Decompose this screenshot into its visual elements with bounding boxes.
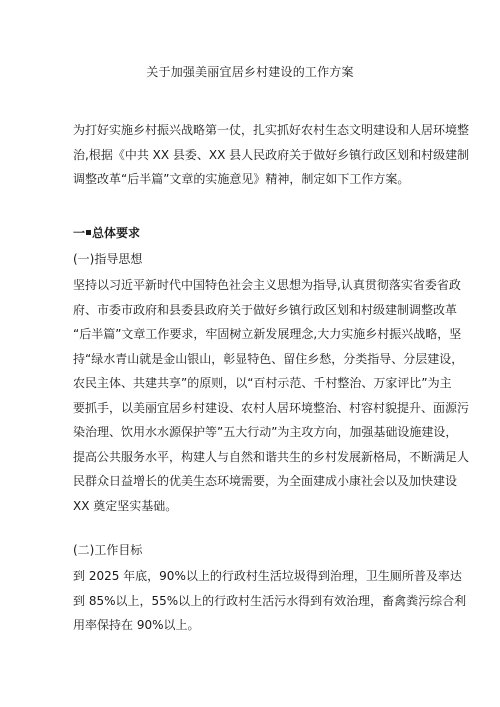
paragraph-line: 农民主体、共建共享”的原则，以“百村示范、千村整治、万家评比”为主 <box>73 376 452 390</box>
guiding-thought-paragraph <box>73 273 470 518</box>
paragraph-line: 坚持以习近平新时代中国特色社会主义思想为指导,认真贯彻落实省委省政 <box>73 278 461 292</box>
work-goal-paragraph <box>73 564 467 638</box>
bullet-marker-icon <box>86 230 91 235</box>
paragraph-line: 用率保持在 90%以上。 <box>73 618 200 632</box>
subsection-title-text: (一)指导思想 <box>73 252 143 266</box>
section-heading <box>73 225 140 241</box>
paragraph-line: 提高公共服务水平，构建人与自然和谐共生的乡村发展新格局，不断满足人 <box>73 449 470 464</box>
subsection-title <box>73 247 443 272</box>
paragraph-line: “后半篇”文章工作要求，牢固树立新发展理念,大力实施乡村振兴战略，坚 <box>73 327 462 341</box>
paragraph-line: 要抓手，以美丽宜居乡村建设、农村人居环境整治、村容村貌提升、面源污 <box>73 400 470 415</box>
subsection-title-text: (二)工作目标 <box>73 543 143 557</box>
intro-line: 治,根据《中共 XX 县委、XX 县人民政府关于做好乡镇行政区划和村级建制 <box>73 147 470 162</box>
paragraph-line: 到 85%以上，55%以上的行政村生活污水得到有效治理，畜禽粪污综合利 <box>73 593 467 608</box>
document-title: 关于加强美丽宜居乡村建设的工作方案 <box>146 65 354 79</box>
paragraph-line: XX 奠定坚实基础。 <box>73 498 178 513</box>
section-label: 总体要求 <box>92 226 141 240</box>
intro-line: 为打好实施乡村振兴战略第一仗，扎实抓好农村生态文明建设和人居环境整 <box>73 123 470 137</box>
subsection-title <box>73 538 443 563</box>
paragraph-line: 染治理、饮用水水源保护等”五大行动”为主攻方向，加强基础设施建设， <box>73 425 458 439</box>
intro-line: 调整改革“后半篇”文章的实施意见》精神，制定如下工作方案。 <box>73 172 410 186</box>
paragraph-line: 到 2025 年底，90%以上的行政村生活垃圾得到治理，卫生厕所普及率达 <box>73 569 462 583</box>
paragraph-line: 民群众日益增长的优美生态环境需要，为全面建成小康社会以及加快建设 <box>73 474 458 488</box>
paragraph-line: 持“绿水青山就是金山银山，彰显特色、留住乡愁，分类指导、分层建设， <box>73 351 464 366</box>
intro-paragraph <box>73 118 470 192</box>
section-number: 一 <box>73 226 86 240</box>
paragraph-line: 府、市委市政府和县委县政府关于做好乡镇行政区划和村级建制调整改革 <box>73 302 458 317</box>
